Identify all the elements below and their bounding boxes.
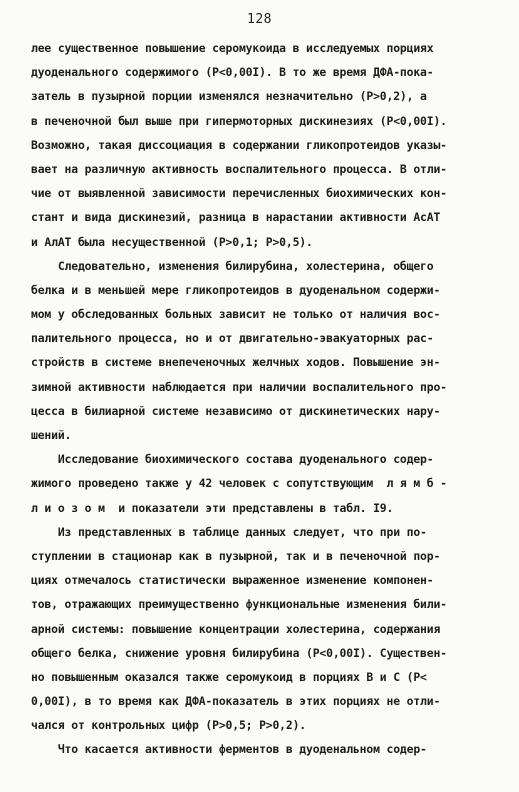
text-line: Из представленных в таблице данных следует, что при по- xyxy=(31,524,427,539)
text-line: но повышенным оказался также серомукоид в порциях В и С (P< xyxy=(31,669,427,684)
text-line: Следовательно, изменения билирубина, холестерина, общего xyxy=(31,258,434,273)
text-line: Что касается активности ферментов в дуоденальном содер- xyxy=(31,742,427,757)
text-line: затель в пузырной порции изменялся незначительно (P>0,2), а xyxy=(31,89,427,104)
text-line: лее существенное повышение серомукоида в исследуемых порциях xyxy=(31,41,434,55)
text-line: цесса в билиарной системе независимо от дискинетических нару- xyxy=(31,403,441,418)
text-line: чался от контрольных цифр (P>0,5; P>0,2). xyxy=(31,718,307,733)
text-line: и АлАТ была несущественной (P>0,1; P>0,5). xyxy=(31,234,313,249)
text-line: чие от выявленной зависимости перечисленных биохимических кон- xyxy=(31,186,447,201)
text-line: Исследование биохимического состава дуоденального содер- xyxy=(31,452,434,467)
text-line: палительного процесса, но и от двигательно-эвакуаторных рас- xyxy=(31,331,434,346)
page-number: 128 xyxy=(247,12,272,27)
text-line: арной системы: повышение концентрации холестерина, содержания xyxy=(31,621,441,636)
text-line: дуоденального содержимого (P<0,00I). В то же время ДФА-пока- xyxy=(31,65,434,80)
text-line: мом у обследованных больных зависит не только от наличия вос- xyxy=(31,307,441,322)
text-line: в печеночной был выше при гипермоторных дискинезиях (P<0,00I). xyxy=(31,113,447,128)
text-line: ступлении в стационар как в пузырной, так и в печеночной пор- xyxy=(31,548,441,563)
text-line: общего белка, снижение уровня билирубина (P<0,00I). Существен- xyxy=(31,645,447,660)
page-body xyxy=(31,36,493,762)
text-line: Возможно, такая диссоциация в содержании гликопротеидов указы- xyxy=(31,137,447,152)
text-line: стант и вида дискинезий, разница в нарастании активности АсАТ xyxy=(31,210,441,225)
text-line: циях отмечалось статистически выраженное изменение компонен- xyxy=(31,573,434,588)
text-line: л и о з о м и показатели эти представлены в табл. I9. xyxy=(31,500,394,515)
text-line: зимной активности наблюдается при наличии воспалительного про- xyxy=(31,379,447,394)
text-line: 0,00I), в то время как ДФА-показатель в этих порциях не отли- xyxy=(31,694,441,709)
text-line: вает на различную активность воспалительного процесса. В отли- xyxy=(31,161,447,176)
text-line: стройств в системе внепеченочных желчных ходов. Повышение эн- xyxy=(31,355,441,370)
text-line: тов, отражающих преимущественно функциональные изменения били- xyxy=(31,597,447,612)
text-line: белка и в меньшей мере гликопротеидов в дуоденальном содержи- xyxy=(31,282,441,297)
text-line: жимого проведено также у 42 человек с сопутствующим л я м б - xyxy=(31,476,447,491)
text-line: шений. xyxy=(31,428,72,442)
